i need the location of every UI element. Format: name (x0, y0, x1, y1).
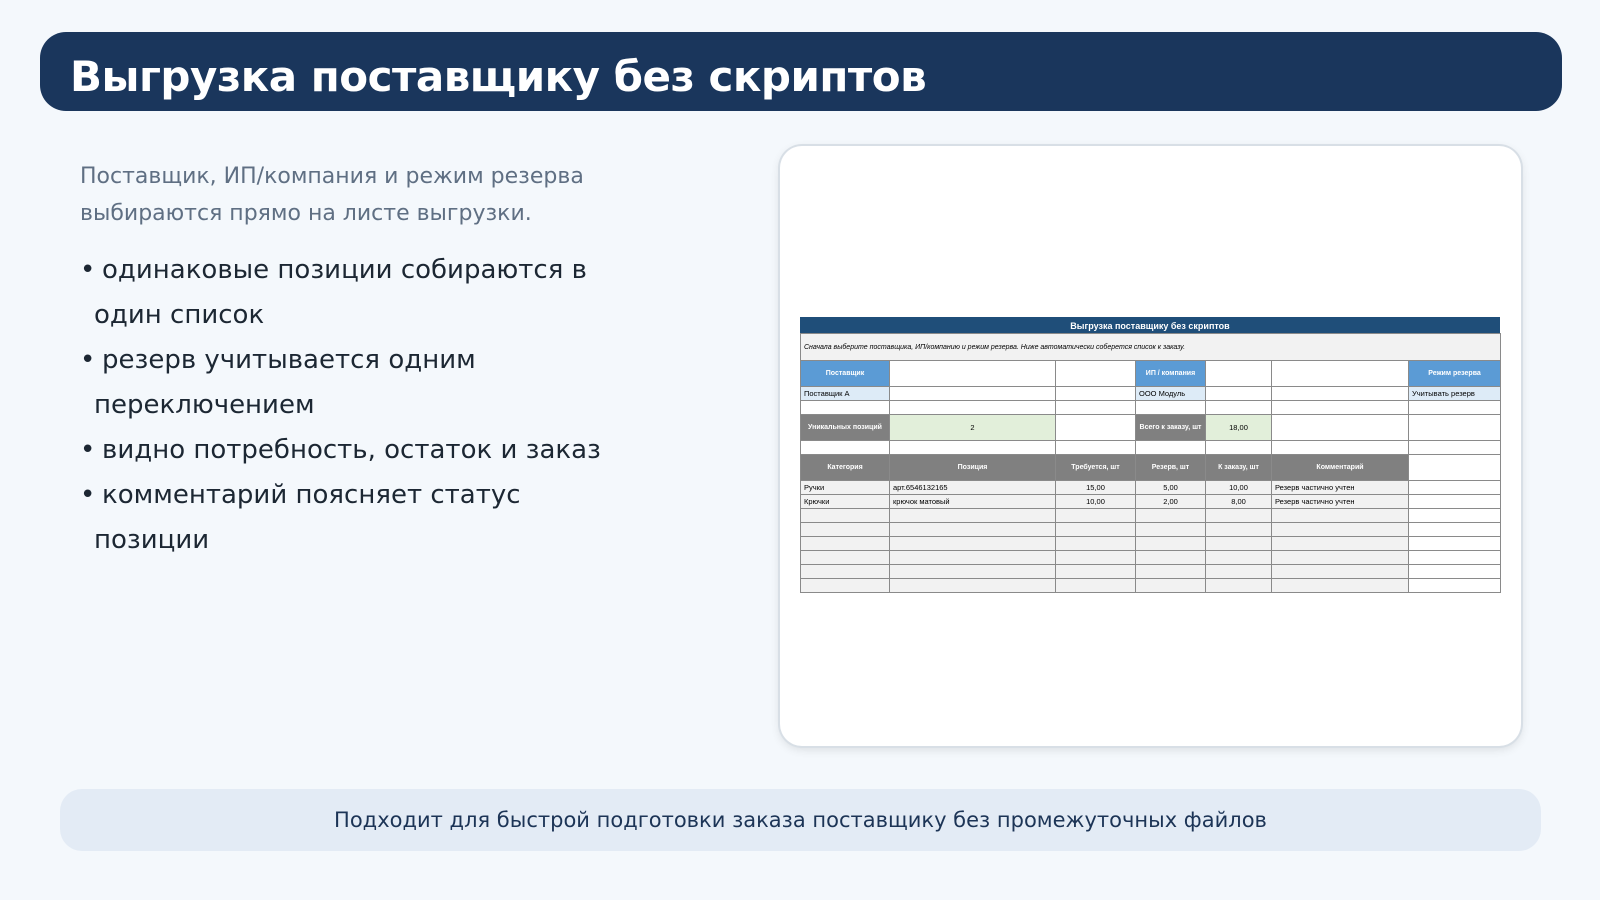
table-cell: Резерв частично учтен (1272, 495, 1409, 509)
bullet-marker: • (80, 345, 96, 375)
bullet-item (80, 248, 640, 338)
column-header: Комментарий (1272, 455, 1409, 481)
table-cell: Резерв частично учтен (1272, 481, 1409, 495)
bullet-item (80, 428, 640, 473)
column-header: Позиция (890, 455, 1056, 481)
sheet-cell (1409, 455, 1501, 481)
unique-label: Уникальных позиций (801, 415, 890, 441)
table-row (801, 495, 1501, 509)
table-cell (1409, 495, 1501, 509)
column-header: Резерв, шт (1136, 455, 1206, 481)
footer-text: Подходит для быстрой подготовки заказа поставщику без промежуточных файлов (334, 808, 1267, 832)
table-row (801, 565, 1501, 579)
bullet-marker: • (80, 435, 96, 465)
bullet-text: комментарий поясняет статус позиции (94, 480, 521, 555)
header-bar (40, 32, 1562, 111)
sheet-cell (1272, 361, 1409, 387)
table-row (801, 481, 1501, 495)
filter-value-row (801, 387, 1501, 401)
sheet-grid (800, 333, 1501, 593)
total-value: 18,00 (1206, 415, 1272, 441)
table-row (801, 509, 1501, 523)
table-cell: 5,00 (1136, 481, 1206, 495)
spreadsheet-preview-card (780, 146, 1521, 746)
table-row (801, 579, 1501, 593)
table-row (801, 523, 1501, 537)
sheet-cell (890, 387, 1056, 401)
table-cell: 2,00 (1136, 495, 1206, 509)
column-header: К заказу, шт (1206, 455, 1272, 481)
intro-text: Поставщик, ИП/компания и режим резерва выбираются прямо на листе выгрузки. (80, 164, 584, 226)
sheet-cell (1056, 387, 1136, 401)
empty-row (801, 401, 1501, 415)
sheet-cell (1206, 361, 1272, 387)
company-select[interactable]: ООО Модуль (1136, 387, 1206, 401)
company-label: ИП / компания (1136, 361, 1206, 387)
filter-header-row (801, 361, 1501, 387)
table-cell: арт.6546132165 (890, 481, 1056, 495)
supplier-select[interactable]: Поставщик А (801, 387, 890, 401)
bullet-item (80, 338, 640, 428)
table-header-row (801, 455, 1501, 481)
table-cell: 15,00 (1056, 481, 1136, 495)
slide-title: Выгрузка поставщику без скриптов (70, 52, 927, 101)
table-cell: 8,00 (1206, 495, 1272, 509)
table-cell: 10,00 (1056, 495, 1136, 509)
column-header: Категория (801, 455, 890, 481)
table-cell: Ручки (801, 481, 890, 495)
footer-banner (60, 789, 1541, 851)
sheet-title: Выгрузка поставщику без скриптов (800, 317, 1500, 333)
unique-value: 2 (890, 415, 1056, 441)
bullet-text: видно потребность, остаток и заказ (102, 435, 601, 465)
sheet-cell (1056, 415, 1136, 441)
sheet-cell (1206, 387, 1272, 401)
reserve-mode-select[interactable]: Учитывать резерв (1409, 387, 1501, 401)
sheet-cell (1272, 387, 1409, 401)
total-label: Всего к заказу, шт (1136, 415, 1206, 441)
table-cell: крючок матовый (890, 495, 1056, 509)
bullet-marker: • (80, 255, 96, 285)
supplier-label: Поставщик (801, 361, 890, 387)
sheet-cell (1272, 415, 1409, 441)
column-header: Требуется, шт (1056, 455, 1136, 481)
table-cell (1409, 481, 1501, 495)
empty-row (801, 441, 1501, 455)
sheet-hint-row (801, 334, 1501, 361)
reserve-mode-label: Режим резерва (1409, 361, 1501, 387)
bullet-list (80, 248, 640, 563)
table-row (801, 537, 1501, 551)
sheet-cell (1409, 415, 1501, 441)
sheet-cell (1056, 361, 1136, 387)
bullet-text: резерв учитывается одним переключением (94, 345, 476, 420)
spreadsheet-screenshot (800, 317, 1500, 593)
sheet-hint: Сначала выберите поставщика, ИП/компанию и режим резерва. Ниже автоматически соберется список к заказу. (801, 334, 1501, 361)
table-cell: 10,00 (1206, 481, 1272, 495)
bullet-item (80, 473, 640, 563)
table-cell: Крючки (801, 495, 890, 509)
table-row (801, 551, 1501, 565)
bullet-marker: • (80, 480, 96, 510)
bullet-text: одинаковые позиции собираются в один список (94, 255, 587, 330)
sheet-cell (890, 361, 1056, 387)
summary-row (801, 415, 1501, 441)
